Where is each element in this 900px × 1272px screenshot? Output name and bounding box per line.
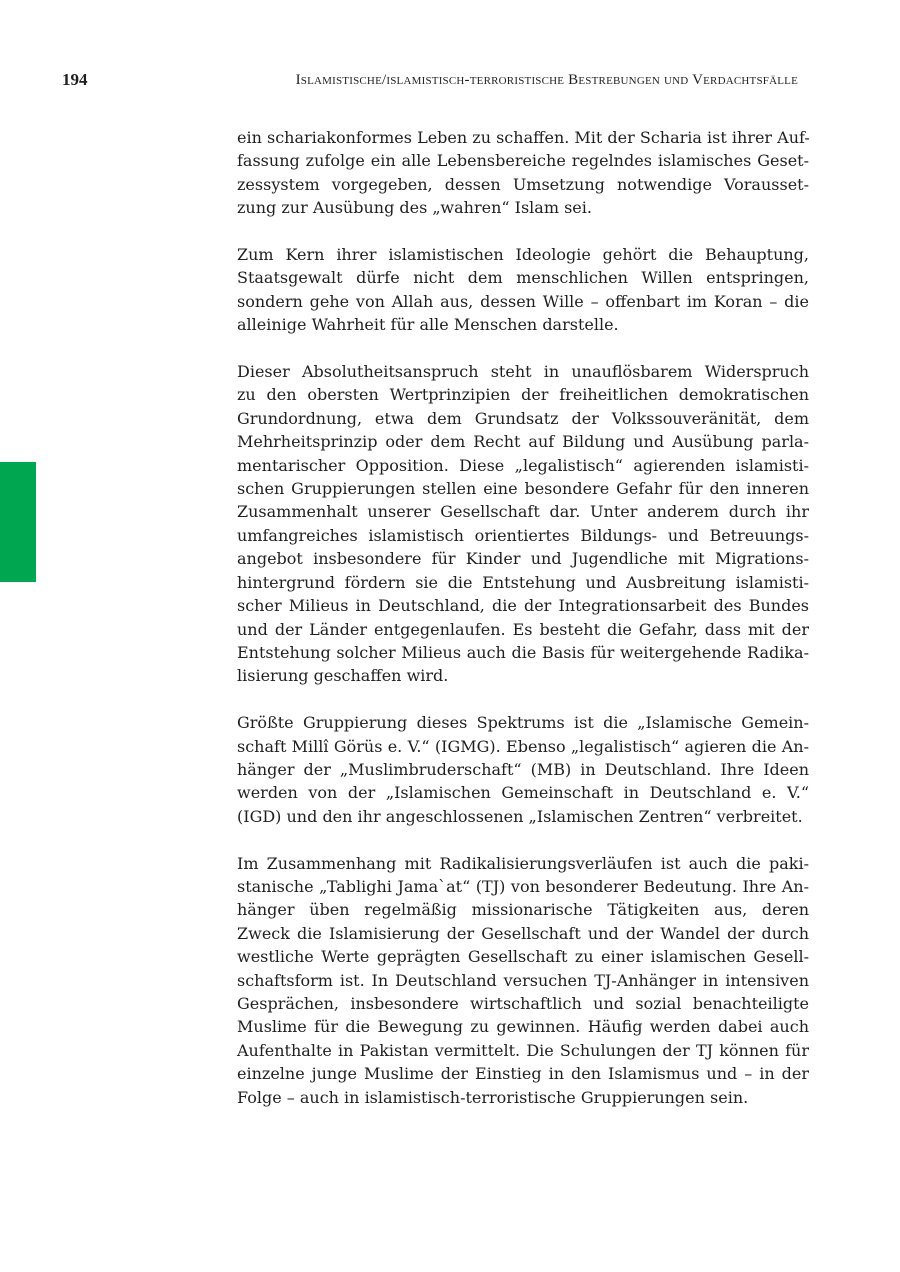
paragraph [237,243,809,337]
chapter-side-marker [0,462,36,582]
text-line: Aufenthalte in Pakistan vermittelt. Die Schulungen der TJ können für [237,1040,809,1060]
paragraph [237,360,809,688]
text-line: Folge – auch in islamistisch-terroristische Gruppierungen sein. [237,1087,749,1107]
text-line: hänger üben regelmäßig missionarische Tätigkeiten aus, deren [237,900,809,920]
text-line: hintergrund fördern sie die Entstehung und Ausbreitung islamisti- [237,572,809,592]
text-line: schaft Millî Görüs e. V.“ (IGMG). Ebenso „legalistisch“ agieren die An- [237,736,809,756]
text-line: Mehrheitsprinzip oder dem Recht auf Bildung und Ausübung parla- [237,432,809,452]
text-line: Gesprächen, insbesondere wirtschaftlich und sozial benachteiligte [237,993,809,1013]
text-line: schaftsform ist. In Deutschland versuchen TJ-Anhänger in intensiven [237,970,809,990]
text-line: stanische „Tablighi Jama`at“ (TJ) von besonderer Bedeutung. Ihre An- [237,876,809,896]
text-line: mentarischer Opposition. Diese „legalistisch“ agierenden islamisti- [237,455,809,475]
text-line: fassung zufolge ein alle Lebensbereiche regelndes islamisches Geset- [237,151,809,171]
text-line: hänger der „Muslimbruderschaft“ (MB) in Deutschland. Ihre Ideen [237,759,809,779]
text-line: zu den obersten Wertprinzipien der freiheitlichen demokratischen [237,385,809,405]
text-line: (IGD) und den ihr angeschlossenen „Islamischen Zentren“ verbreitet. [237,806,803,826]
text-line: angebot insbesondere für Kinder und Jugendliche mit Migrations- [237,549,809,569]
text-line: sondern gehe von Allah aus, dessen Wille – offenbart im Koran – die [237,291,809,311]
text-line: und der Länder entgegenlaufen. Es besteht die Gefahr, dass mit der [237,619,809,639]
text-line: werden von der „Islamischen Gemeinschaft in Deutschland e. V.“ [237,783,809,803]
paragraph [237,852,809,1109]
text-line: lisierung geschaffen wird. [237,666,449,686]
text-line: Staatsgewalt dürfe nicht dem menschlichen Willen entspringen, [237,268,809,288]
text-line: Im Zusammenhang mit Radikalisierungsverläufen ist auch die paki- [237,853,809,873]
text-line: schen Gruppierungen stellen eine besondere Gefahr für den inneren [237,479,809,499]
text-line: Größte Gruppierung dieses Spektrums ist die „Islamische Gemein- [237,713,809,733]
text-line: Zum Kern ihrer islamistischen Ideologie gehört die Behauptung, [237,245,809,265]
text-line: ein schariakonformes Leben zu schaffen. Mit der Scharia ist ihrer Auf- [237,128,810,147]
text-line: umfangreiches islamistisch orientiertes Bildungs- und Betreuungs- [237,525,809,545]
text-line: westliche Werte geprägten Gesellschaft zu einer islamischen Gesell- [237,947,809,967]
text-line: Zusammenhalt unserer Gesellschaft dar. Unter anderem durch ihr [237,502,809,522]
body-text [237,126,809,1132]
text-line: scher Milieus in Deutschland, die der Integrationsarbeit des Bundes [237,596,809,616]
paragraph [237,711,809,828]
text-line: zessystem vorgegeben, dessen Umsetzung notwendige Vorausset- [237,174,809,194]
running-header: Islamistische/islamistisch-terroristische Bestrebungen und Verdachtsfälle [295,72,798,88]
text-line: Zweck die Islamisierung der Gesellschaft und der Wandel der durch [237,923,809,943]
page-number: 194 [62,70,88,89]
text-line: Entstehung solcher Milieus auch die Basis für weitergehende Radika- [237,642,809,662]
text-line: Grundordnung, etwa dem Grundsatz der Volkssouveränität, dem [237,408,809,428]
text-line: einzelne junge Muslime der Einstieg in den Islamismus und – in der [237,1064,809,1084]
paragraph [237,126,809,220]
text-line: Dieser Absolutheitsanspruch steht in unauflösbarem Widerspruch [237,362,809,382]
text-line: alleinige Wahrheit für alle Menschen darstelle. [237,315,619,335]
text-line: Muslime für die Bewegung zu gewinnen. Häufig werden dabei auch [237,1017,809,1037]
text-line: zung zur Ausübung des „wahren“ Islam sei. [237,198,592,218]
